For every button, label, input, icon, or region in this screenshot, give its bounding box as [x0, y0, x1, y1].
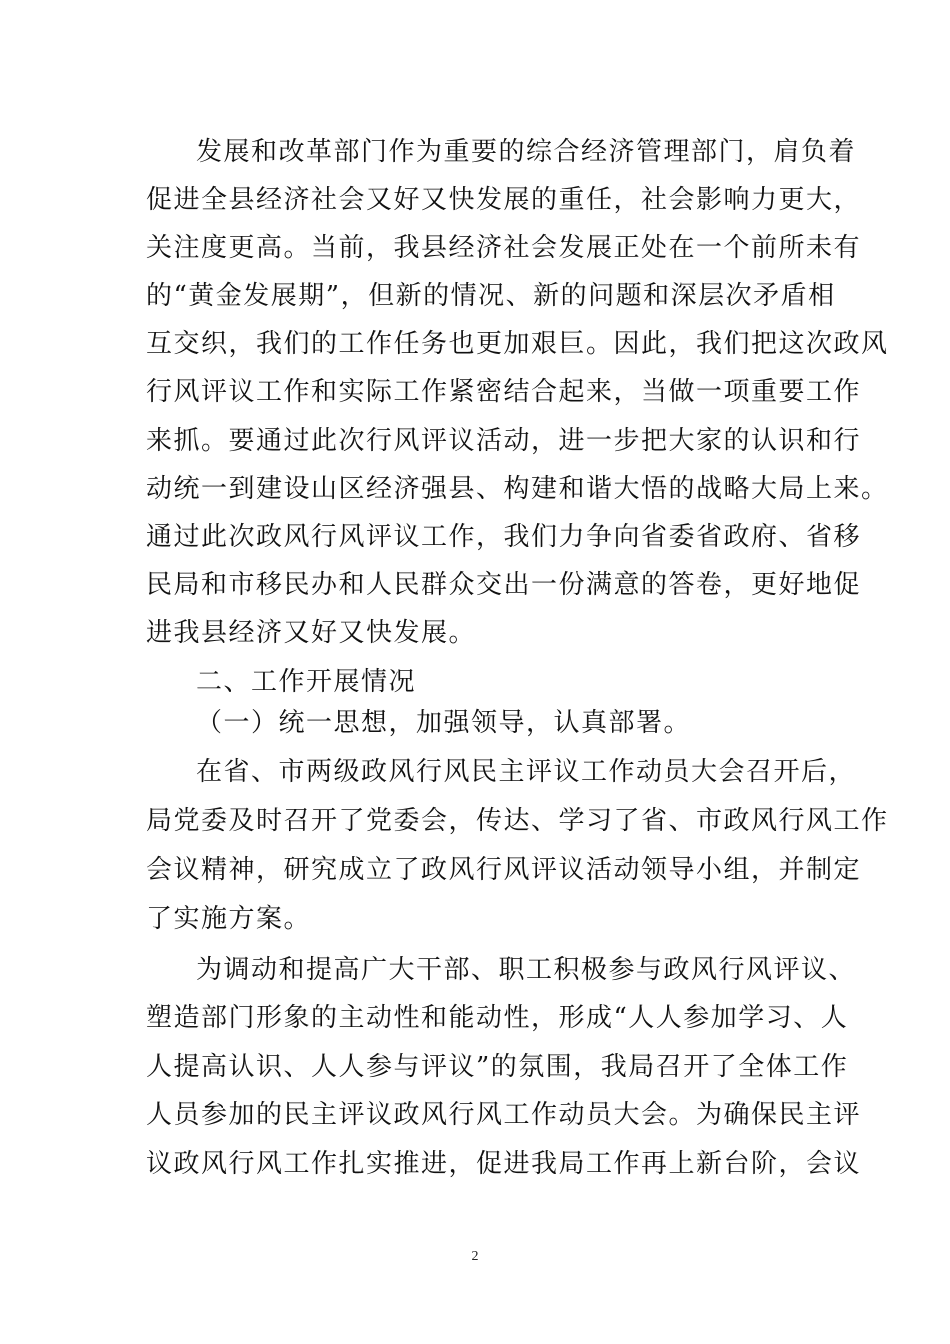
- text-line: 了实施方案。: [146, 904, 312, 934]
- text-line: 发展和改革部门作为重要的综合经济管理部门，肩负着: [196, 137, 857, 167]
- text-line: 人员参加的民主评议政风行风工作动员大会。为确保民主评: [146, 1100, 862, 1130]
- text-line: 在省、市两级政风行风民主评议工作动员大会召开后，: [196, 757, 857, 787]
- text-line: 促进全县经济社会又好又快发展的重任，社会影响力更大，: [146, 185, 862, 215]
- text-line: 人提高认识、人人参与评议”的氛围，我局召开了全体工作: [146, 1052, 849, 1082]
- text-line: 为调动和提高广大干部、职工积极参与政风行风评议、: [196, 955, 857, 985]
- text-line: 关注度更高。当前，我县经济社会发展正处在一个前所未有: [146, 233, 862, 263]
- text-line: 的“黄金发展期”，但新的情况、新的问题和深层次矛盾相: [146, 281, 836, 311]
- page-number: 2: [471, 1249, 479, 1264]
- subsection-heading: （一）统一思想，加强领导，认真部署。: [196, 708, 692, 738]
- text-line: 会议精神，研究成立了政风行风评议活动领导小组，并制定: [146, 855, 862, 885]
- section-heading: 二、工作开展情况: [196, 667, 417, 697]
- text-line: 行风评议工作和实际工作紧密结合起来，当做一项重要工作: [146, 377, 862, 407]
- text-line: 动统一到建设山区经济强县、构建和谐大悟的战略大局上来。: [146, 474, 889, 504]
- text-line: 来抓。要通过此次行风评议活动，进一步把大家的认识和行: [146, 426, 862, 456]
- text-line: 议政风行风工作扎实推进，促进我局工作再上新台阶，会议: [146, 1149, 862, 1179]
- text-line: 进我县经济又好又快发展。: [146, 618, 477, 648]
- text-line: 塑造部门形象的主动性和能动性，形成“人人参加学习、人: [146, 1003, 849, 1033]
- text-line: 通过此次政风行风评议工作，我们力争向省委省政府、省移: [146, 522, 862, 552]
- text-line: 互交织，我们的工作任务也更加艰巨。因此，我们把这次政风: [146, 329, 889, 359]
- text-line: 民局和市移民办和人民群众交出一份满意的答卷，更好地促: [146, 570, 862, 600]
- text-line: 局党委及时召开了党委会，传达、学习了省、市政风行风工作: [146, 806, 889, 836]
